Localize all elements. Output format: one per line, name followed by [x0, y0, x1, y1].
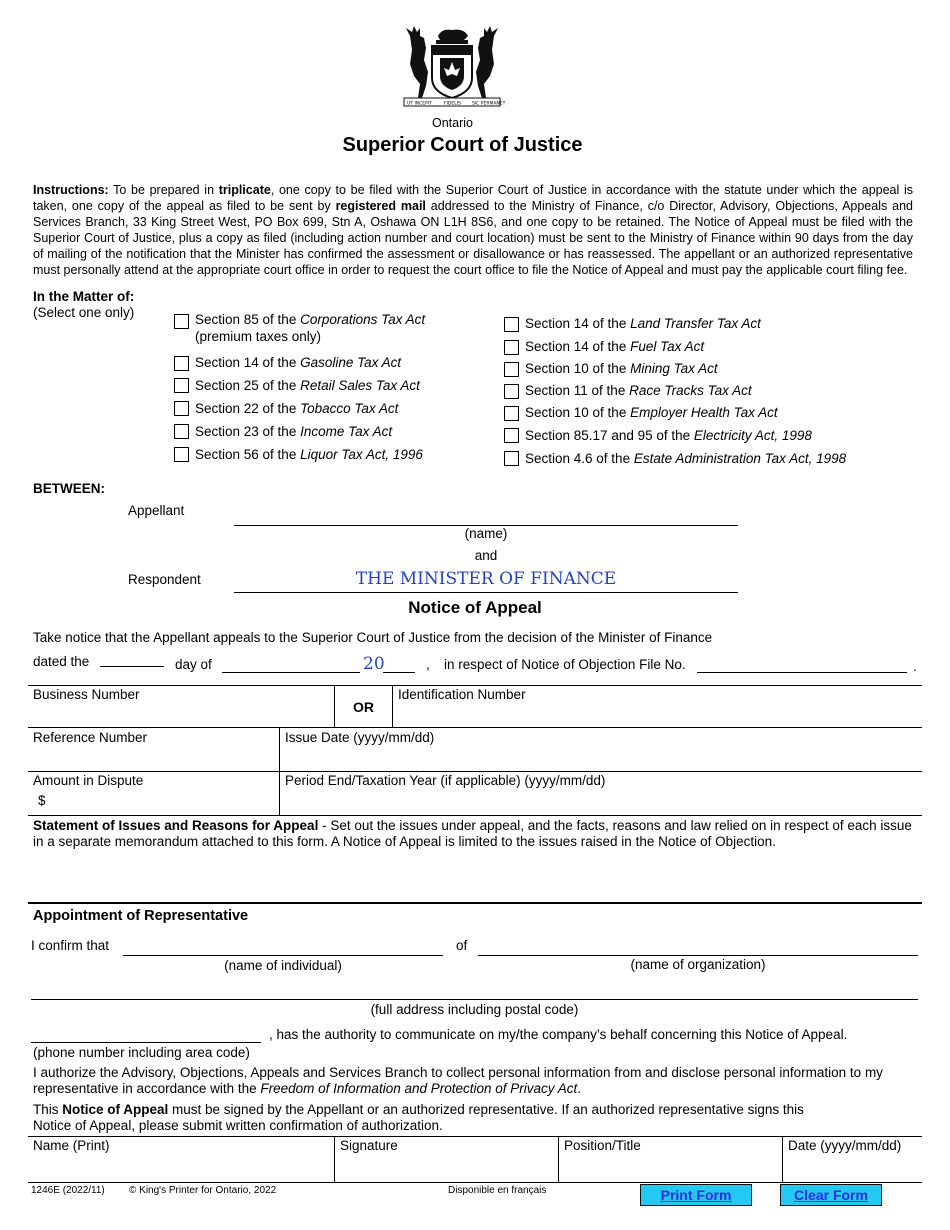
- signing-paragraph: This Notice of Appeal must be signed by the Appellant or an authorized representative. If an authorized representative signs this Notice of Appeal, please submit written confirmation of authorization.: [33, 1102, 804, 1133]
- checkbox-tobacco-tax[interactable]: [174, 401, 189, 416]
- crest-motto-left: UT INCEPIT: [407, 101, 432, 107]
- individual-name-caption: (name of individual): [224, 958, 342, 973]
- business-number-label: Business Number: [33, 687, 140, 702]
- phone-number-field[interactable]: [31, 1042, 261, 1043]
- instructions-label: Instructions:: [33, 183, 109, 197]
- position-title-label: Position/Title: [564, 1138, 641, 1153]
- identification-number-label: Identification Number: [398, 687, 526, 702]
- matter-heading: In the Matter of:: [33, 289, 135, 304]
- statement-paragraph: [33, 818, 913, 850]
- appellant-name-caption: (name): [464, 526, 508, 541]
- phone-number-caption: (phone number including area code): [33, 1045, 250, 1060]
- name-print-label: Name (Print): [33, 1138, 110, 1153]
- instructions-text-3: addressed to the Ministry of Finance, c/o Director, Advisory, Objections, Appeals and Services Branch, 33 King Street West, PO Box 699, Stn A, Oshawa ON L1H 8S6, and one copy to be retained. The Notice of Appeal must be filed with the Superior Court of Justice, plus a copy as filed (including action number and court location) must be sent to the Ministry of Finance within 90 days from the day of mailing of the notification that the Minister has confirmed the assessment or disallowance or has reassessed. The appellant or an authorized representative must personally attend at the appropriate court office in order to request the court office to file the Notice of Appeal and must pay the applicable court filing fee.: [33, 199, 913, 277]
- grid-row-border: [28, 727, 922, 728]
- option-corporations-tax: Section 85 of the Corporations Tax Act: [195, 312, 426, 327]
- checkbox-fuel-tax[interactable]: [504, 340, 519, 355]
- in-respect-label: in respect of Notice of Objection File No.: [444, 657, 686, 672]
- matter-subheading: (Select one only): [33, 305, 135, 320]
- grid-row-border: [28, 771, 922, 772]
- respondent-label: Respondent: [128, 572, 201, 587]
- french-availability-text: Disponible en français: [448, 1185, 547, 1196]
- checkbox-retail-sales-tax[interactable]: [174, 378, 189, 393]
- day-of-label: day of: [175, 657, 212, 672]
- respondent-value: THE MINISTER OF FINANCE: [355, 569, 617, 589]
- option-mining-tax: Section 10 of the Mining Tax Act: [525, 361, 718, 376]
- grid-top-border: [28, 685, 922, 686]
- statement-text: - Set out the issues under appeal, and the facts, reasons and law relied on in respect of each issue in a separate memorandum attached to this form. A Notice of Appeal is limited to the issues raised in the Notice of Objection.: [33, 818, 912, 849]
- checkbox-income-tax[interactable]: [174, 424, 189, 439]
- individual-name-field[interactable]: [123, 955, 443, 956]
- authority-text: , has the authority to communicate on my/the company’s behalf concerning this Notice of Appeal.: [269, 1027, 848, 1042]
- checkbox-gasoline-tax[interactable]: [174, 356, 189, 371]
- option-tobacco-tax: Section 22 of the Tobacco Tax Act: [195, 401, 399, 416]
- copyright-text: © King's Printer for Ontario, 2022: [129, 1185, 277, 1196]
- comma-text: ,: [426, 657, 430, 672]
- organization-name-caption: (name of organization): [630, 957, 766, 972]
- checkbox-mining-tax[interactable]: [504, 362, 519, 377]
- and-text: and: [474, 548, 498, 563]
- grid-row-border: [28, 815, 922, 816]
- dollar-sign: $: [38, 793, 46, 808]
- period-text: .: [913, 659, 917, 674]
- or-text: OR: [353, 699, 374, 715]
- respondent-line: [234, 592, 738, 593]
- full-address-field[interactable]: [31, 999, 918, 1000]
- grid-divider: [334, 1136, 335, 1182]
- of-label: of: [456, 938, 468, 953]
- grid-divider: [392, 685, 393, 727]
- instructions-text-2: , one copy to be filed with the Superior Court of Justice in accordance with the statute under which the appeal is taken, one copy of the appeal as filed to be sent by: [33, 183, 913, 213]
- option-income-tax: Section 23 of the Income Tax Act: [195, 424, 393, 439]
- checkbox-liquor-tax[interactable]: [174, 447, 189, 462]
- dated-the-label: dated the: [33, 654, 90, 669]
- option-fuel-tax: Section 14 of the Fuel Tax Act: [525, 339, 705, 354]
- amount-in-dispute-label: Amount in Dispute: [33, 773, 144, 788]
- full-address-caption: (full address including postal code): [370, 1002, 579, 1017]
- option-liquor-tax: Section 56 of the Liquor Tax Act, 1996: [195, 447, 423, 462]
- grid-divider: [782, 1136, 783, 1182]
- ontario-coat-of-arms-logo: [402, 26, 506, 108]
- authorize-paragraph: I authorize the Advisory, Objections, Appeals and Services Branch to collect personal information from and disclose personal information to my representative in accordance with the Freedom of Information and Protection of Privacy Act.: [33, 1065, 883, 1096]
- reference-number-label: Reference Number: [33, 730, 148, 745]
- section-divider: [28, 902, 922, 904]
- checkbox-race-tracks-tax[interactable]: [504, 384, 519, 399]
- grid-divider: [334, 685, 335, 727]
- crest-motto-right: SIC PERMANET: [472, 101, 506, 107]
- page-title: Superior Court of Justice: [342, 134, 583, 156]
- option-land-transfer-tax: Section 14 of the Land Transfer Tax Act: [525, 316, 761, 331]
- clear-form-button[interactable]: Clear Form: [780, 1184, 882, 1206]
- day-field[interactable]: [100, 666, 164, 667]
- issue-date-label: Issue Date (yyyy/mm/dd): [285, 730, 435, 745]
- option-estate-administration-tax: Section 4.6 of the Estate Administration Tax Act, 1998: [525, 451, 847, 466]
- instructions-text-1: To be prepared in: [108, 183, 219, 197]
- take-notice-text: Take notice that the Appellant appeals to the Superior Court of Justice from the decision of the Minister of Finance: [33, 630, 713, 645]
- province-name: Ontario: [432, 116, 473, 130]
- option-retail-sales-tax: Section 25 of the Retail Sales Tax Act: [195, 378, 420, 393]
- print-form-button[interactable]: Print Form: [640, 1184, 752, 1206]
- instructions-paragraph: [33, 182, 913, 278]
- checkbox-corporations-tax[interactable]: [174, 314, 189, 329]
- checkbox-electricity-act[interactable]: [504, 428, 519, 443]
- form-number: 1246E (2022/11): [31, 1185, 105, 1196]
- date-label: Date (yyyy/mm/dd): [788, 1138, 902, 1153]
- checkbox-estate-administration-tax[interactable]: [504, 451, 519, 466]
- option-corporations-tax-note: (premium taxes only): [195, 329, 322, 344]
- signature-row-top-border: [28, 1136, 922, 1137]
- representative-heading: Appointment of Representative: [33, 908, 249, 924]
- organization-name-field[interactable]: [478, 955, 918, 956]
- option-gasoline-tax: Section 14 of the Gasoline Tax Act: [195, 355, 402, 370]
- between-heading: BETWEEN:: [33, 481, 105, 496]
- month-field[interactable]: [222, 672, 360, 673]
- instructions-registered-mail: registered mail: [335, 199, 426, 213]
- signature-label: Signature: [340, 1138, 398, 1153]
- year-field[interactable]: [383, 672, 415, 673]
- objection-file-number-field[interactable]: [697, 672, 907, 673]
- crest-motto-center: FIDELIS: [444, 101, 461, 107]
- statement-label: Statement of Issues and Reasons for Appeal: [33, 818, 319, 833]
- year-prefix: 20: [363, 654, 385, 674]
- grid-divider: [558, 1136, 559, 1182]
- option-race-tracks-tax: Section 11 of the Race Tracks Tax Act: [525, 383, 752, 398]
- instructions-triplicate: triplicate: [218, 183, 271, 197]
- option-electricity-act: Section 85.17 and 95 of the Electricity Act, 1998: [525, 428, 812, 443]
- option-employer-health-tax: Section 10 of the Employer Health Tax Act: [525, 405, 778, 420]
- i-confirm-label: I confirm that: [31, 938, 110, 953]
- checkbox-employer-health-tax[interactable]: [504, 406, 519, 421]
- signature-row-bottom-border: [28, 1182, 922, 1183]
- checkbox-land-transfer-tax[interactable]: [504, 317, 519, 332]
- period-end-label: Period End/Taxation Year (if applicable) (yyyy/mm/dd): [285, 773, 606, 788]
- notice-title: Notice of Appeal: [408, 598, 542, 617]
- appellant-label: Appellant: [128, 503, 185, 518]
